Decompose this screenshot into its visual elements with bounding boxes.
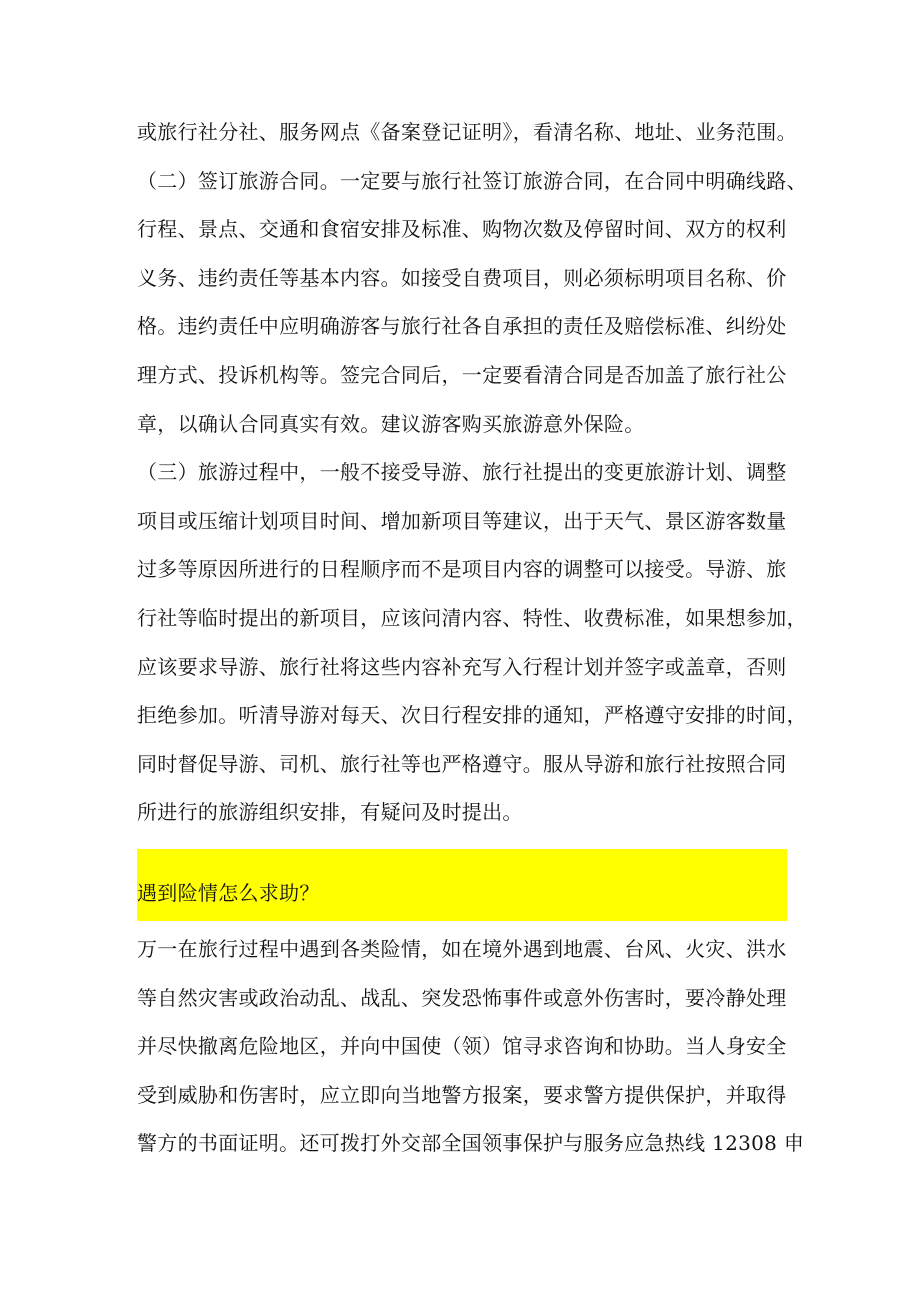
text-line: 受到威胁和伤害时，应立即向当地警方报案，要求警方提供保护，并取得	[137, 1082, 787, 1107]
text-line: 或旅行社分社、服务网点《备案登记证明》，看清名称、地址、业务范围。	[137, 120, 797, 144]
text-line: 所进行的旅游组织安排，有疑问及时提出。	[137, 800, 523, 825]
text-line: 应该要求导游、旅行社将这些内容补充写入行程计划并签字或盖章，否则	[137, 654, 787, 679]
text-line: 等自然灾害或政治动乱、战乱、突发恐怖事件或意外伤害时，要冷静处理	[137, 985, 787, 1010]
highlighted-heading	[137, 849, 787, 921]
text-line: 过多等原因所进行的日程顺序而不是项目内容的调整可以接受。导游、旅	[137, 557, 787, 582]
text-line: 章，以确认合同真实有效。建议游客购买旅游意外保险。	[137, 411, 645, 436]
text-line: 格。违约责任中应明确游客与旅行社各自承担的责任及赔偿标准、纠纷处	[137, 314, 787, 339]
text-line: （三）旅游过程中，一般不接受导游、旅行社提出的变更旅游计划、调整	[137, 460, 787, 485]
text-line: 行程、景点、交通和食宿安排及标准、购物次数及停留时间、双方的权利	[137, 217, 787, 242]
text-line: 义务、违约责任等基本内容。如接受自费项目，则必须标明项目名称、价	[137, 265, 787, 290]
paragraph-during-travel	[137, 448, 807, 837]
paragraph-sign-contract	[137, 157, 807, 449]
section-heading: 遇到险情怎么求助？	[137, 880, 320, 905]
text-line: 项目或压缩计划项目时间、增加新项目等建议，出于天气、景区游客数量	[137, 508, 787, 533]
document-page	[137, 108, 807, 1168]
text-line: 同时督促导游、司机、旅行社等也严格遵守。服从导游和旅行社按照合同	[137, 751, 787, 776]
paragraph-intro	[137, 108, 797, 157]
text-line: 理方式、投诉机构等。签完合同后，一定要看清合同是否加盖了旅行社公	[137, 362, 787, 387]
text-line: 万一在旅行过程中遇到各类险情，如在境外遇到地震、台风、火灾、洪水	[137, 936, 787, 961]
text-line: 并尽快撤离危险地区，并向中国使（领）馆寻求咨询和协助。当人身安全	[137, 1034, 787, 1059]
paragraph-emergency-help	[137, 925, 805, 1168]
text-line: 行社等临时提出的新项目，应该问清内容、特性、收费标准，如果想参加，	[137, 605, 807, 630]
text-line: （二）签订旅游合同。一定要与旅行社签订旅游合同，在合同中明确线路、	[137, 168, 807, 193]
text-line: 警方的书面证明。还可拨打外交部全国领事保护与服务应急热线 12308 申	[137, 1131, 805, 1156]
text-line: 拒绝参加。听清导游对每天、次日行程安排的通知，严格遵守安排的时间，	[137, 703, 807, 728]
